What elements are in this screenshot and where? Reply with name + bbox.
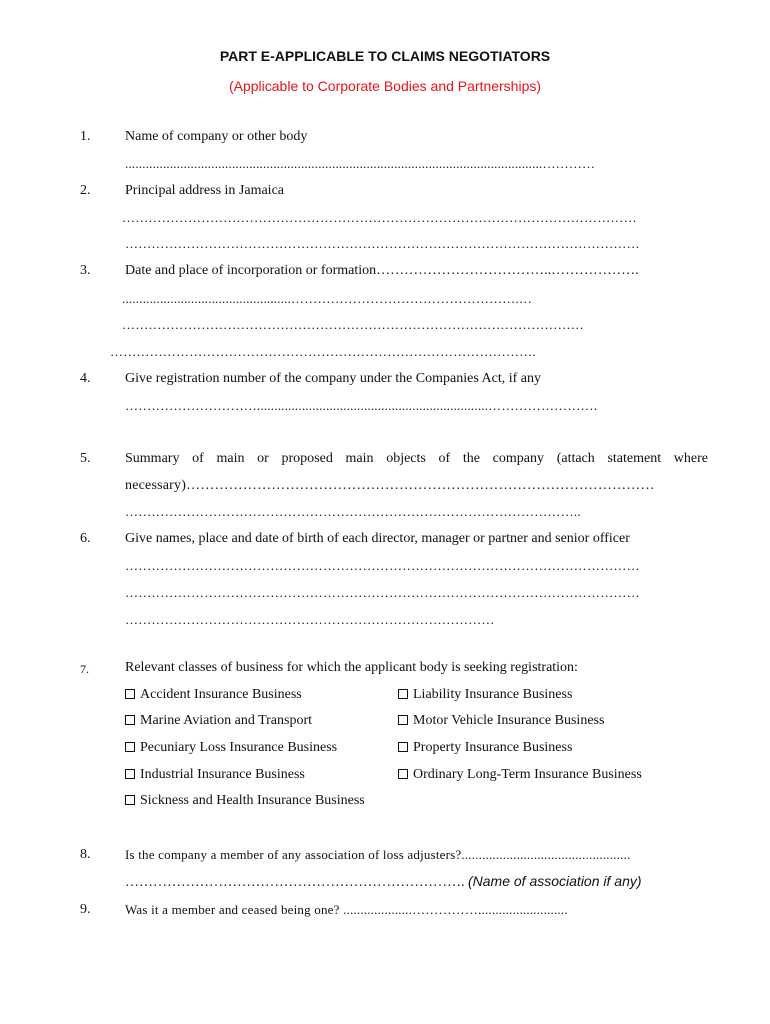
question-label: Principal address in Jamaica <box>125 183 285 198</box>
question-label-continued[interactable]: necessary)……………………………………………………………………………………… <box>125 478 655 493</box>
question-number: 2. <box>80 183 91 198</box>
answer-line[interactable]: …………………………………………………………………………………………… <box>122 317 584 332</box>
form-subtitle: (Applicable to Corporate Bodies and Partnerships) <box>228 78 542 94</box>
checkbox-motor-vehicle[interactable]: Motor Vehicle Insurance Business <box>398 713 604 729</box>
checkbox-liability-insurance[interactable]: Liability Insurance Business <box>398 687 572 703</box>
question-label: Is the company a member of any association of loss adjusters?................................................. <box>125 847 631 862</box>
question-label: Relevant classes of business for which the applicant body is seeking registration: <box>125 660 578 675</box>
checkbox-pecuniary-loss[interactable]: Pecuniary Loss Insurance Business <box>125 740 337 756</box>
question-number: 4. <box>80 371 91 386</box>
checkbox-icon[interactable] <box>398 715 408 725</box>
question-label: Date and place of incorporation or formation………………………………..………………. <box>125 263 639 278</box>
answer-line[interactable]: ……………………………………………………………………………………………………… <box>125 236 640 251</box>
answer-line[interactable]: .........................................................................................................................………… <box>125 156 596 171</box>
checkbox-icon[interactable] <box>125 769 135 779</box>
answer-line[interactable]: ………………………………………………………………. <box>125 875 465 890</box>
question-number: 1. <box>80 129 91 144</box>
question-number: 5. <box>80 451 91 466</box>
answer-line[interactable]: …………………………...................................................................……………………. <box>125 398 598 413</box>
checkbox-industrial-insurance[interactable]: Industrial Insurance Business <box>125 767 305 783</box>
checkbox-icon[interactable] <box>398 769 408 779</box>
answer-line[interactable]: .................................................…………………………………………….… <box>122 291 533 306</box>
question-label: Was it a member and ceased being one? ....................…………….......................... <box>125 902 568 917</box>
answer-line[interactable]: ……………………………………………………………………………………………………… <box>125 585 640 600</box>
question-number: 6. <box>80 531 91 546</box>
question-number: 8. <box>80 847 91 862</box>
question-label: Summary of main or proposed main objects of the company (attach statement where <box>125 451 708 466</box>
checkbox-marine-aviation[interactable]: Marine Aviation and Transport <box>125 713 312 729</box>
question-number: 3. <box>80 263 91 278</box>
association-name-line[interactable] <box>125 873 642 891</box>
association-note: (Name of association if any) <box>468 873 642 889</box>
question-number: 9. <box>80 902 91 917</box>
checkbox-sickness-health[interactable]: Sickness and Health Insurance Business <box>125 793 365 809</box>
checkbox-icon[interactable] <box>398 742 408 752</box>
checkbox-icon[interactable] <box>125 689 135 699</box>
answer-line[interactable]: ………………………………………………………………………………………….. <box>125 504 581 519</box>
form-title: PART E-APPLICABLE TO CLAIMS NEGOTIATORS <box>219 48 551 64</box>
question-label: Give registration number of the company under the Companies Act, if any <box>125 371 542 386</box>
checkbox-icon[interactable] <box>125 742 135 752</box>
answer-line[interactable]: ………………………………………………………………………… <box>125 612 495 627</box>
answer-line[interactable]: ……………………………………………………………………………………. <box>110 344 536 359</box>
checkbox-icon[interactable] <box>125 795 135 805</box>
checkbox-ordinary-long-term[interactable]: Ordinary Long-Term Insurance Business <box>398 767 642 783</box>
answer-line[interactable]: ……………………………………………………………………………………………………… <box>122 210 637 225</box>
checkbox-accident-insurance[interactable]: Accident Insurance Business <box>125 687 302 703</box>
question-number: 7. <box>80 662 89 676</box>
checkbox-property-insurance[interactable]: Property Insurance Business <box>398 740 572 756</box>
answer-line[interactable]: ……………………………………………………………………………………………………… <box>125 558 640 573</box>
question-label: Name of company or other body <box>125 129 308 144</box>
question-label: Give names, place and date of birth of each director, manager or partner and senior officer <box>125 531 630 546</box>
checkbox-icon[interactable] <box>125 715 135 725</box>
checkbox-icon[interactable] <box>398 689 408 699</box>
